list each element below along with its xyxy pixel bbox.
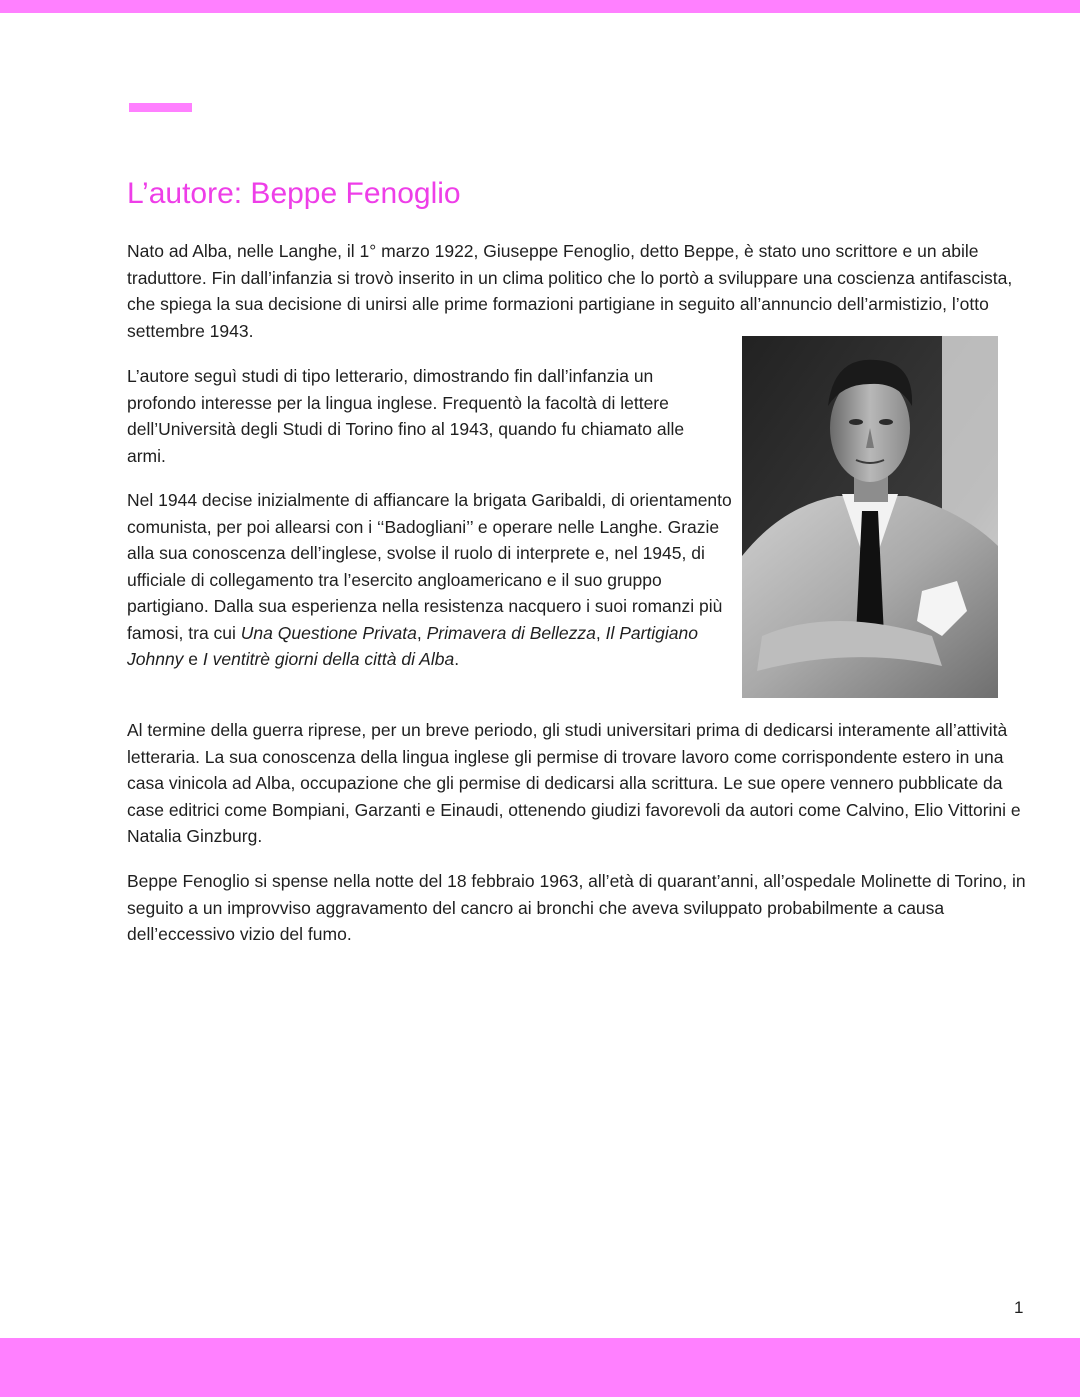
paragraph-career: Al termine della guerra riprese, per un breve periodo, gli studi universitari prima di dedicarsi interamente all’attività letteraria. La sua conoscenza della lingua inglese gli permise di trovare lavoro come corrispondente estero in una casa vinicola ad Alba, occupazione che gli permise di dedicarsi alla scrittura. Le sue opere vennero pubblicate da case editrici come Bompiani, Garzanti e Einaudi, ottenendo giudizi favorevoli da autori come Calvino, Elio Vittorini e Natalia Ginzburg. <box>127 720 1021 846</box>
separator: , <box>595 622 606 643</box>
bottom-band <box>0 1338 1080 1397</box>
paragraph-death: Beppe Fenoglio si spense nella notte del 18 febbraio 1963, all’età di quarant’anni, all’ospedale Molinette di Torino, in seguito a un improvviso aggravamento del cancro ai bronchi che aveva sviluppato probabilmente a causa dell’eccessivo vizio del fumo. <box>127 871 1026 944</box>
author-portrait-photo <box>742 336 998 698</box>
page-title: L’autore: Beppe Fenoglio <box>127 177 461 210</box>
separator: , <box>416 622 427 643</box>
separator: e <box>183 649 203 669</box>
top-band <box>0 0 1080 13</box>
book-title: Il Partigiano Johnny <box>127 622 698 669</box>
book-title: Primavera di Bellezza <box>426 622 596 643</box>
paragraph-studies: L’autore seguì studi di tipo letterario, dimostrando fin dall’infanzia un profondo interesse per la lingua inglese. Frequentò la facoltà di lettere dell’Università degli Studi di Torino fino al 1943, quando fu chiamato alle armi. <box>127 366 685 466</box>
book-title: Una Questione Privata <box>240 622 417 643</box>
page-number: 1 <box>1014 1298 1024 1317</box>
accent-bar <box>129 103 192 112</box>
paragraph-resistance <box>127 487 732 673</box>
portrait-illustration <box>742 336 998 698</box>
book-title: I ventitrè giorni della città di Alba <box>202 649 455 669</box>
paragraph-birth: Nato ad Alba, nelle Langhe, il 1° marzo 1922, Giuseppe Fenoglio, detto Beppe, è stato uno scrittore e un abile traduttore. Fin dall’infanzia si trovò inserito in un clima politico che lo portò a sviluppare una coscienza antifascista, che spiega la sua decisione di unirsi alle prime formazioni partigiane in seguito all’annuncio dell’armistizio, l’otto settembre 1943. <box>127 241 1013 341</box>
paragraph-text: Nel 1944 decise inizialmente di affiancare la brigata Garibaldi, di orientamento comunista, per poi allearsi con i ‘‘Badogliani’’ e operare nelle Langhe. Grazie alla sua conoscenza dell’inglese, svolse il ruolo di interprete e, nel 1945, di ufficiale di collegamento tra l’esercito angloamericano e il suo gruppo partigiano. Dalla sua esperienza nella resistenza nacquero i suoi romanzi più famosi, tra cui <box>127 490 732 643</box>
separator: . <box>454 649 460 669</box>
